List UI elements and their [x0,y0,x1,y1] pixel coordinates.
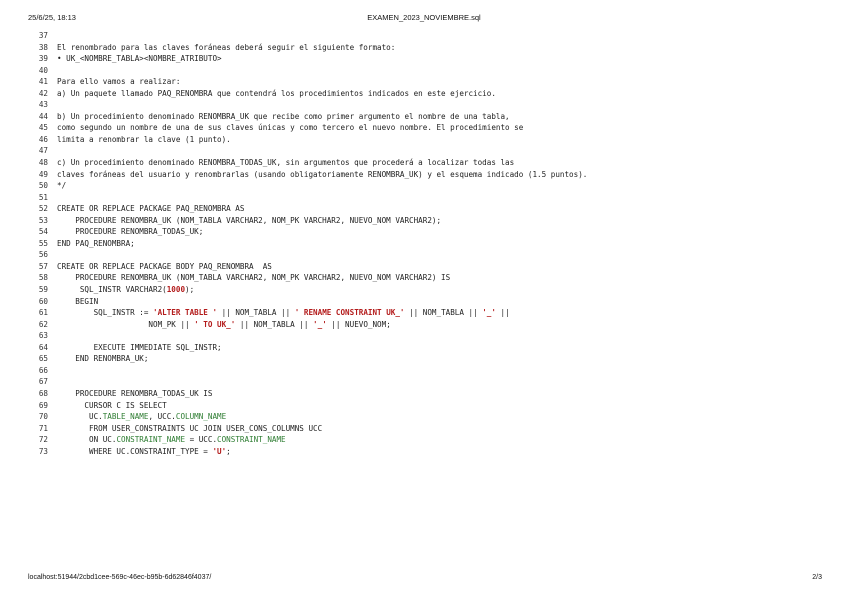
code-line [28,203,828,215]
line-number: 55 [38,238,48,248]
code-line [28,215,828,227]
line-number: 69 [38,400,48,410]
string-literal: 'ALTER TABLE ' [153,308,218,318]
print-datetime: 25/6/25, 18:13 [28,13,76,22]
code-token: PROCEDURE RENOMBRA_UK (NOM_TABLA VARCHAR2, NOM_PK VARCHAR2, NUEVO_NOM VARCHAR2) IS [57,273,451,283]
line-number: 45 [38,123,48,133]
code-token: ); [185,285,195,295]
code-line [28,353,828,365]
code-token: BEGIN [57,296,99,306]
number-literal: 1000 [166,285,186,295]
line-number: 71 [38,423,48,433]
line-number: 60 [38,296,48,306]
line-number: 70 [38,412,48,422]
code-token: como segundo un nombre de una de sus claves únicas y como tercero el nuevo nombre. El procedimiento se [57,123,524,133]
code-token: SQL_INSTR := [57,308,154,318]
code-token: ; [226,446,231,456]
line-number: 54 [38,227,48,237]
line-number: 41 [38,77,48,87]
code-token: || NOM_TABLA || [217,308,295,318]
line-number: 39 [38,54,48,64]
code-token: = UCC. [185,435,218,445]
code-token: claves foráneas del usuario y renombrarlas (usando obligatoriamente RENOMBRA_UK) y el esquema indicado (1.5 puntos). [57,169,588,179]
code-line [28,122,828,134]
string-literal: '_' [482,308,496,318]
code-line [28,319,828,331]
code-line [28,376,828,388]
line-text [57,273,450,282]
code-token: Para ello vamos a realizar: [57,77,181,87]
line-text [57,135,231,144]
code-token: c) Un procedimiento denominado RENOMBRA_TODAS_UK, sin argumentos que procederá a localizar todas las [57,158,515,168]
line-text [57,412,226,421]
code-token: || NOM_TABLA || [235,319,314,329]
code-token: END PAQ_RENOMBRA; [57,238,135,248]
line-text [57,89,496,98]
line-number: 57 [38,261,48,271]
code-line [28,192,828,204]
code-listing [28,30,828,457]
line-number: 72 [38,435,48,445]
code-line [28,342,828,354]
code-token: , UCC. [148,412,176,422]
line-number: 59 [38,285,48,295]
code-token: PROCEDURE RENOMBRA_UK (NOM_TABLA VARCHAR2, NOM_PK VARCHAR2, NUEVO_NOM VARCHAR2); [57,215,442,225]
line-number: 48 [38,158,48,168]
code-token: ON UC. [57,435,117,445]
code-line [28,261,828,273]
code-token: || NUEVO_NOM; [326,319,391,329]
code-line [28,249,828,261]
line-number: 64 [38,342,48,352]
line-text [57,285,194,294]
line-number: 40 [38,65,48,75]
line-text [57,297,98,306]
line-text [57,227,203,236]
code-line [28,111,828,123]
code-token: PROCEDURE RENOMBRA_TODAS_UK IS [57,388,213,398]
string-literal: ' TO UK_' [194,319,236,329]
line-text [57,308,510,317]
line-text [57,170,587,179]
line-number: 73 [38,446,48,456]
line-text [57,435,286,444]
code-line [28,272,828,284]
page-header [0,13,848,27]
code-token: */ [57,181,67,191]
line-number: 51 [38,192,48,202]
code-line [28,238,828,250]
line-number: 53 [38,215,48,225]
code-token: WHERE UC.CONSTRAINT_TYPE = [57,446,213,456]
code-line [28,423,828,435]
code-token: b) Un procedimiento denominado RENOMBRA_UK que recibe como primer argumento el nombre de una tabla, [57,111,510,121]
code-line [28,296,828,308]
line-number: 43 [38,100,48,110]
code-line [28,30,828,42]
line-number: 62 [38,319,48,329]
line-number: 67 [38,377,48,387]
line-text [57,343,222,352]
line-text [57,112,510,121]
column-identifier: CONSTRAINT_NAME [217,435,286,445]
line-number: 58 [38,273,48,283]
code-line [28,411,828,423]
line-number: 50 [38,181,48,191]
code-line [28,169,828,181]
line-number: 44 [38,111,48,121]
line-text [57,216,441,225]
code-line [28,157,828,169]
line-text [57,354,148,363]
source-url: localhost:51944/2cbd1cee-569c-46ec-b95b-6d62846f4037/ [28,574,212,581]
line-number: 65 [38,354,48,364]
line-text [57,389,212,398]
code-line [28,145,828,157]
line-text [57,424,322,433]
code-token: NOM_PK || [57,319,195,329]
document-title: EXAMEN_2023_NOVIEMBRE.sql [367,13,481,22]
line-number: 42 [38,88,48,98]
code-line [28,134,828,146]
line-text [57,43,395,52]
code-token: CREATE OR REPLACE PACKAGE BODY PAQ_RENOMBRA AS [57,261,272,271]
line-text [57,262,272,271]
code-line [28,99,828,111]
line-number: 37 [38,31,48,40]
line-number: 38 [38,42,48,52]
code-token: END RENOMBRA_UK; [57,354,149,364]
code-token: || [495,308,510,318]
code-line [28,388,828,400]
code-token: FROM USER_CONSTRAINTS UC JOIN USER_CONS_COLUMNS UCC [57,423,323,433]
line-text [57,158,514,167]
line-text [57,239,135,248]
page-number: 2/3 [812,574,822,581]
line-text [57,77,180,86]
column-identifier: TABLE_NAME [102,412,149,422]
code-token: limita a renombrar la clave (1 punto). [57,134,231,144]
code-token: • UK_<NOMBRE_TABLA><NOMBRE_ATRIBUTO> [57,54,222,64]
line-number: 46 [38,134,48,144]
code-line [28,226,828,238]
column-identifier: CONSTRAINT_NAME [116,435,186,445]
line-text [57,320,391,329]
line-text [57,181,66,190]
line-number: 49 [38,169,48,179]
code-token: EXECUTE IMMEDIATE SQL_INSTR; [57,342,222,352]
code-token: PROCEDURE RENOMBRA_TODAS_UK; [57,227,204,237]
code-line [28,307,828,319]
code-line [28,180,828,192]
line-number: 68 [38,388,48,398]
code-token: UC. [57,412,103,422]
code-line [28,284,828,296]
code-token: a) Un paquete llamado PAQ_RENOMBRA que contendrá los procedimientos indicados en este ejercicio. [57,88,496,98]
code-token: El renombrado para las claves foráneas deberá seguir el siguiente formato: [57,42,396,52]
line-number: 56 [38,250,48,260]
code-token: SQL_INSTR VARCHAR2( [57,285,167,295]
code-line [28,53,828,65]
code-line [28,434,828,446]
code-line [28,330,828,342]
code-token: CURSOR C IS SELECT [57,400,167,410]
code-token: || NOM_TABLA || [404,308,483,318]
string-literal: '_' [313,319,327,329]
line-number: 61 [38,308,48,318]
code-line [28,76,828,88]
line-text [57,447,231,456]
code-line [28,365,828,377]
line-number: 47 [38,146,48,156]
string-literal: ' RENAME CONSTRAINT UK_' [294,308,405,318]
line-text [57,204,244,213]
code-token: CREATE OR REPLACE PACKAGE PAQ_RENOMBRA AS [57,204,245,214]
line-text [57,123,523,132]
column-identifier: COLUMN_NAME [175,412,227,422]
code-line [28,446,828,458]
page-footer [0,574,848,586]
line-number: 66 [38,365,48,375]
code-line [28,88,828,100]
code-line [28,65,828,77]
line-text [57,401,167,410]
code-line [28,400,828,412]
line-number: 52 [38,204,48,214]
string-literal: 'U' [212,446,227,456]
line-number: 63 [38,331,48,341]
line-text [57,54,222,63]
code-line [28,42,828,54]
